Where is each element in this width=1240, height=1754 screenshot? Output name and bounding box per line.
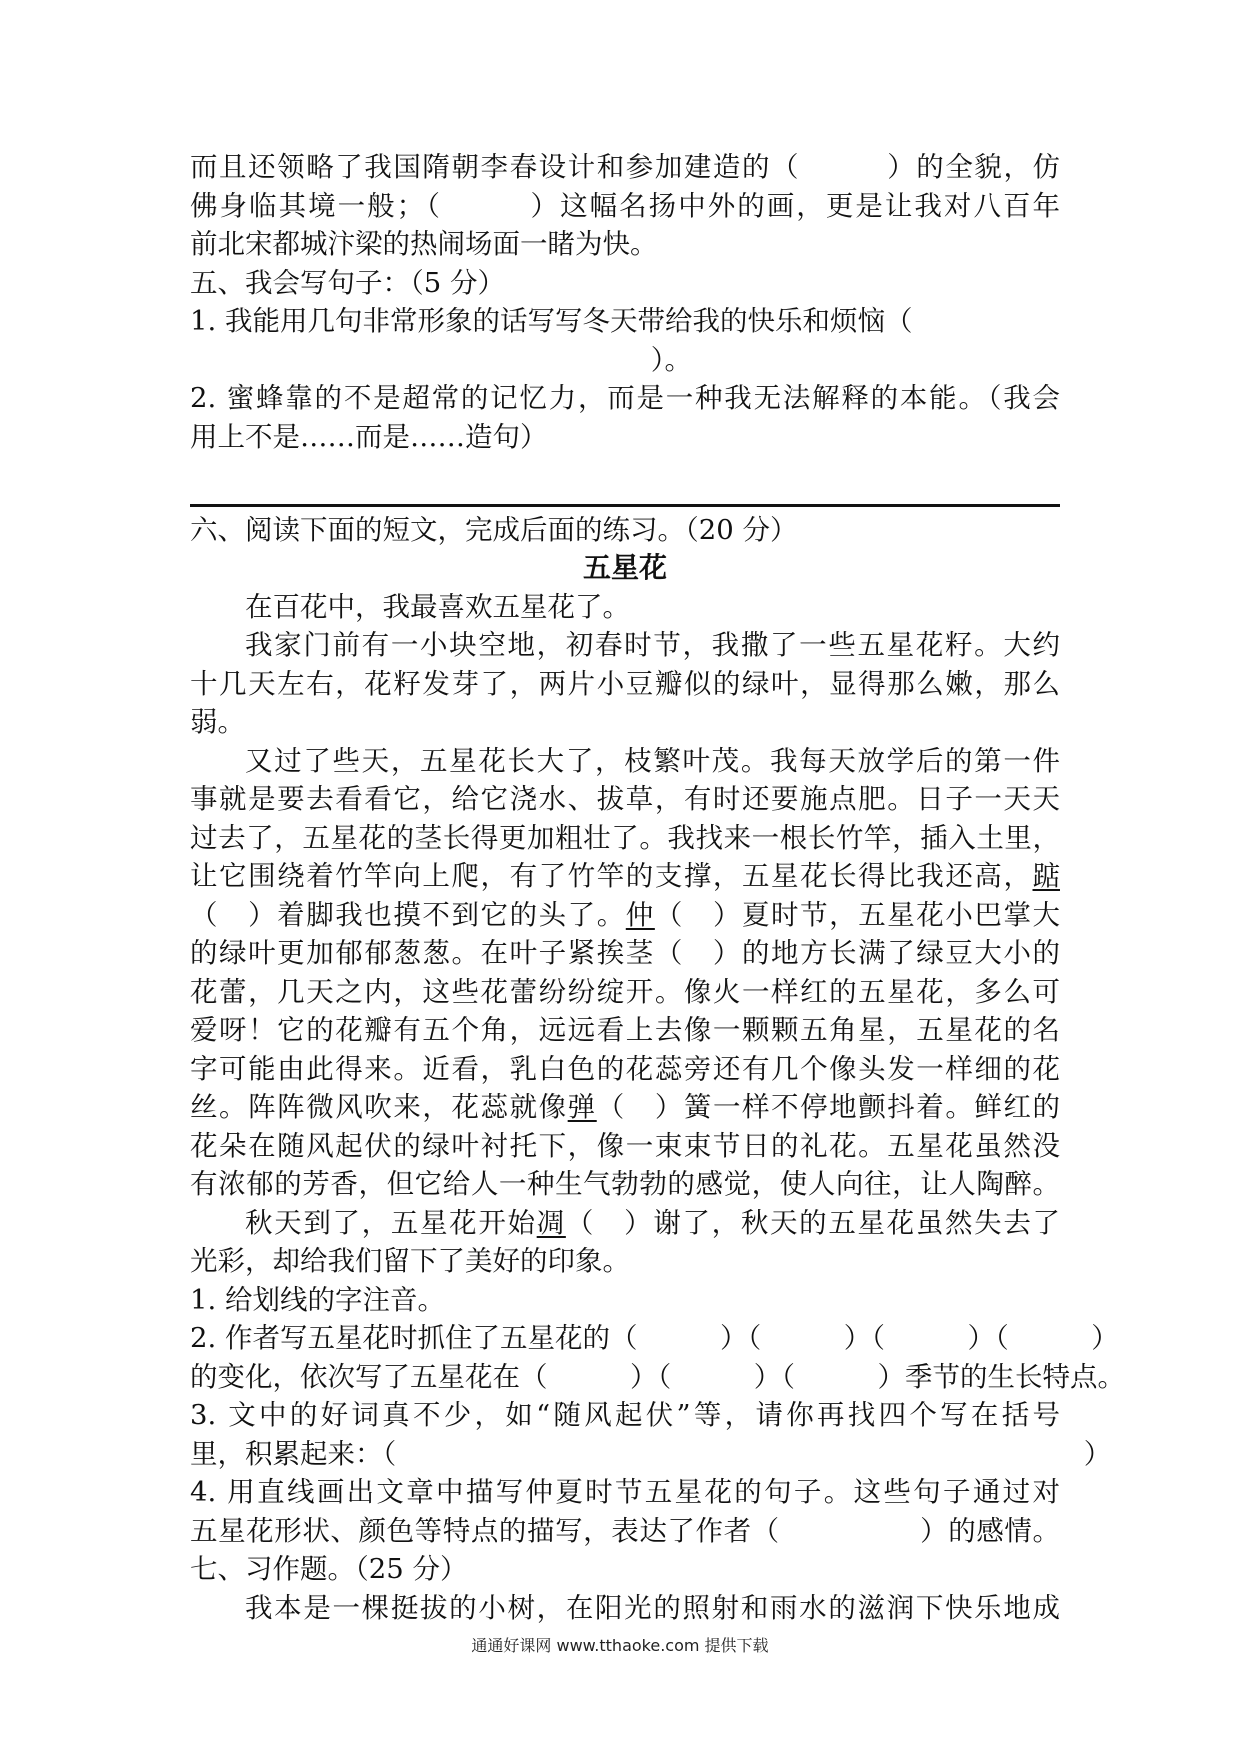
question-text: 2. 蜜蜂靠的不是超常的记忆力，而是一种我无法解释的本能。（我会 (190, 382, 1060, 414)
paragraph-line (190, 857, 1060, 896)
paragraph-line: 在百花中，我最喜欢五星花了。 (245, 590, 630, 623)
text-run: 让它围绕着竹竿向上爬，有了竹竿的支撑，五星花长得比我还高， (190, 860, 1033, 892)
page-footer: 通通好课网 www.tthaoke.com 提供下载 (471, 1636, 769, 1655)
paragraph-line: 花朵在随风起伏的绿叶衬托下，像一束束节日的礼花。五星花虽然没 (190, 1129, 1060, 1162)
exam-page (190, 148, 1125, 1627)
pinyin-blank: （ ）谢了，秋天的五星花虽然失去了 (565, 1206, 1061, 1239)
paragraph-line: 的绿叶更加郁郁葱葱。在叶子紧挨茎（ ）的地方长满了绿豆大小的 (190, 937, 1060, 969)
pinyin-blank: （ ）簧一样不停地颤抖着。鲜红的 (596, 1091, 1061, 1123)
section-6 (190, 511, 1125, 1551)
underlined-char: 弹 (567, 1091, 597, 1123)
question-text: 用上不是……而是……造句） (190, 420, 548, 453)
pinyin-blank: （ ）夏时节，五星花小巴掌大 (654, 898, 1061, 931)
paragraph-line: 爱呀！它的花瓣有五个角，远远看上去像一颗颗五角星，五星花的名 (190, 1014, 1060, 1046)
section-heading: 六、阅读下面的短文，完成后面的练习。（20 分） (190, 513, 798, 546)
divider-line (190, 504, 1060, 507)
paragraph-line (190, 1088, 1060, 1127)
section-5 (190, 264, 1060, 495)
question-text: 4. 用直线画出文章中描写仲夏时节五星花的句子。这些句子通过对 (190, 1476, 1060, 1508)
paragraph-line: 十几天左右，花籽发芽了，两片小豆瓣似的绿叶，显得那么嫩，那么 (190, 667, 1060, 700)
section-4-continuation (190, 148, 1060, 264)
answer-blank-close: ）。 (650, 343, 692, 376)
answer-space (190, 456, 1060, 495)
text-line: 而且还领略了我国隋朝李春设计和参加建造的（ ）的全貌，仿 (190, 151, 1060, 183)
text-run: 秋天到了，五星花开始 (245, 1206, 537, 1239)
text-line: 前北宋都城汴梁的热闹场面一睹为快。 (190, 228, 658, 260)
text-line: 佛身临其境一般；（ ）这幅名扬中外的画，更是让我对八百年 (190, 189, 1060, 222)
paragraph-line: 我家门前有一小块空地，初春时节，我撒了一些五星花籽。大约 (245, 629, 1060, 661)
paragraph-line: 弱。 (190, 706, 245, 738)
paragraph-line: 又过了些天，五星花长大了，枝繁叶茂。我每天放学后的第一件 (245, 744, 1060, 777)
paragraph-line: 字可能由此得来。近看，乳白色的花蕊旁还有几个像头发一样细的花 (190, 1052, 1060, 1085)
question-text: 五星花形状、颜色等特点的描写，表达了作者（ ）的感情。 (190, 1514, 1060, 1547)
question-text: 2. 作者写五星花时抓住了五星花的（ ）（ ）（ ）（ ） (190, 1322, 1119, 1354)
underlined-char: 凋 (536, 1206, 566, 1239)
paragraph-line: 光彩，却给我们留下了美好的印象。 (190, 1245, 630, 1277)
text-run: 丝。阵阵微风吹来，花蕊就像 (190, 1091, 568, 1123)
question-text: 3. 文中的好词真不少，如“随风起伏”等，请你再找四个写在括号 (190, 1399, 1060, 1431)
question-text: 的变化，依次写了五星花在（ ）（ ）（ ）季节的生长特点。 (190, 1360, 1125, 1393)
question-text: 1. 给划线的字注音。 (190, 1283, 445, 1316)
underlined-char: 仲 (625, 898, 655, 931)
paragraph-line: 有浓郁的芳香，但它给人一种生气勃勃的感觉，使人向往，让人陶醉。 (190, 1168, 1060, 1200)
paragraph-line (190, 896, 1060, 935)
section-heading: 五、我会写句子：（5 分） (190, 266, 505, 299)
section-heading: 七、习作题。（25 分） (190, 1553, 468, 1585)
passage-title: 五星花 (582, 551, 667, 584)
paragraph-line: 事就是要去看看它，给它浇水、拔草，有时还要施点肥。日子一天天 (190, 783, 1060, 815)
question-text: 里，积累起来：（ ） (190, 1437, 1112, 1470)
underlined-char: 踮 (1032, 860, 1060, 892)
pinyin-blank: （ ）着脚我也摸不到它的头了。 (190, 898, 626, 931)
question-text: 1. 我能用几句非常形象的话写写冬天带给我的快乐和烦恼（ (190, 305, 913, 337)
paragraph-line: 我本是一棵挺拔的小树，在阳光的照射和雨水的滋润下快乐地成 (245, 1591, 1060, 1624)
paragraph-line (190, 1204, 1060, 1243)
paragraph-line: 过去了，五星花的茎长得更加粗壮了。我找来一根长竹竿，插入土里， (190, 821, 1060, 854)
paragraph-line: 花蕾，几天之内，这些花蕾纷纷绽开。像火一样红的五星花，多么可 (190, 975, 1060, 1008)
section-7 (190, 1550, 1060, 1627)
